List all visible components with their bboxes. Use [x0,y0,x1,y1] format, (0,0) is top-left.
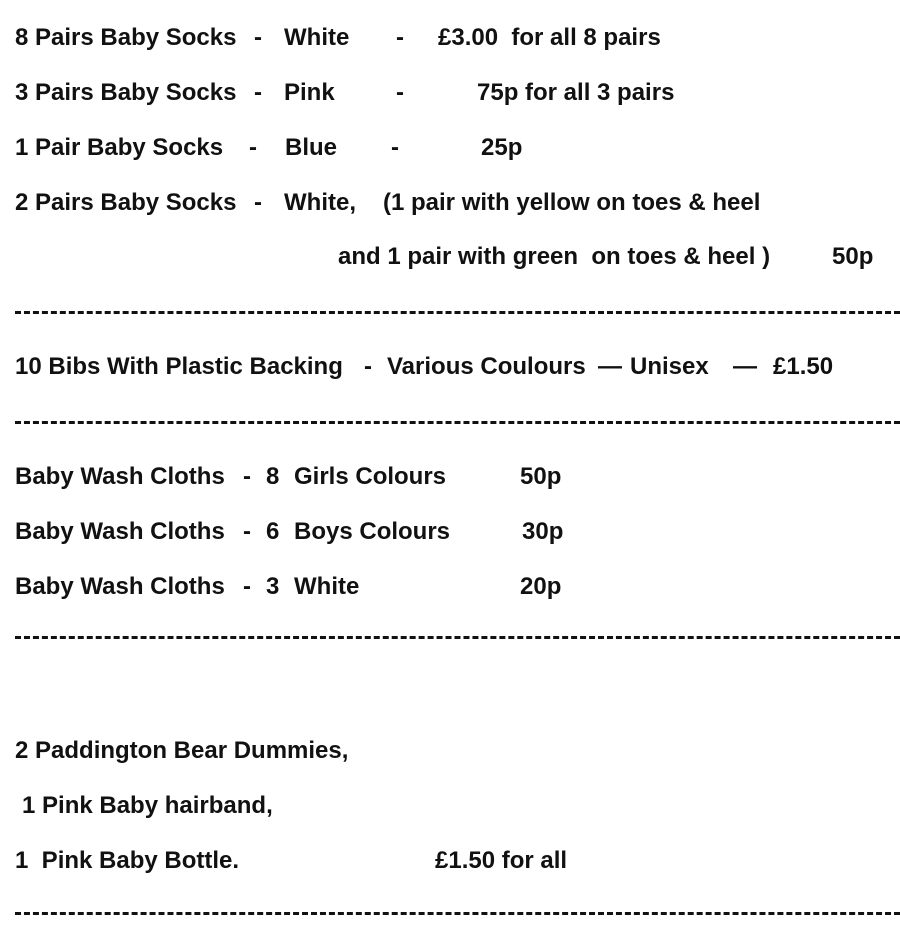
socks-price-1: £3.00 for all 8 pairs [438,24,661,51]
socks-sep-1: - [254,24,262,51]
socks-color-4: White, [284,189,356,216]
washcloth-item-2: Baby Wash Cloths [15,518,225,545]
washcloth-desc-1: Girls Colours [294,463,447,490]
socks-sep2-3: - [391,134,399,161]
bibs-gender: Unisex [630,353,709,380]
socks-note-4: (1 pair with yellow on toes & heel [383,189,761,216]
socks-sep2-2: - [396,79,404,106]
socks-color-2: Pink [284,79,335,106]
washcloth-sep-2: - [243,518,251,545]
bundle-price: £1.50 for all [435,847,568,874]
socks-sep-3: - [249,134,257,161]
socks-sep-2: - [254,79,262,106]
socks-item-1: 8 Pairs Baby Socks [15,24,237,51]
socks-item-4: 2 Pairs Baby Socks [15,189,237,216]
socks-item-3: 1 Pair Baby Socks [15,134,224,161]
socks-price-3: 25p [481,134,523,161]
washcloth-desc-3: White [294,573,360,600]
bibs-desc: Various Coulours [387,353,586,380]
socks-color-3: Blue [285,134,338,161]
bibs-price: £1.50 [773,353,834,380]
socks-note-price: 50p [832,243,874,270]
bibs-item: 10 Bibs With Plastic Backing [15,353,343,380]
washcloth-sep-3: - [243,573,251,600]
washcloth-price-3: 20p [520,573,562,600]
bundle-line-2: 1 Pink Baby hairband, [22,792,273,819]
bibs-sep-3: — [733,353,757,380]
washcloth-count-1: 8 [266,463,280,490]
socks-price-2: 75p for all 3 pairs [477,79,675,106]
washcloth-count-3: 3 [266,573,280,600]
divider-4 [15,912,900,915]
washcloth-sep-1: - [243,463,251,490]
divider-3 [15,636,900,639]
bibs-sep-1: - [364,353,372,380]
washcloth-price-1: 50p [520,463,562,490]
socks-color-1: White [284,24,350,51]
washcloth-count-2: 6 [266,518,280,545]
bundle-line-3: 1 Pink Baby Bottle. [15,847,240,874]
divider-1 [15,311,900,314]
socks-item-2: 3 Pairs Baby Socks [15,79,237,106]
washcloth-item-1: Baby Wash Cloths [15,463,225,490]
bibs-sep-2: — [598,353,622,380]
washcloth-item-3: Baby Wash Cloths [15,573,225,600]
washcloth-desc-2: Boys Colours [294,518,451,545]
socks-sep2-1: - [396,24,404,51]
divider-2 [15,421,900,424]
bundle-line-1: 2 Paddington Bear Dummies, [15,737,349,764]
socks-note-continued: and 1 pair with green on toes & heel ) [338,243,771,270]
washcloth-price-2: 30p [522,518,564,545]
socks-sep-4: - [254,189,262,216]
